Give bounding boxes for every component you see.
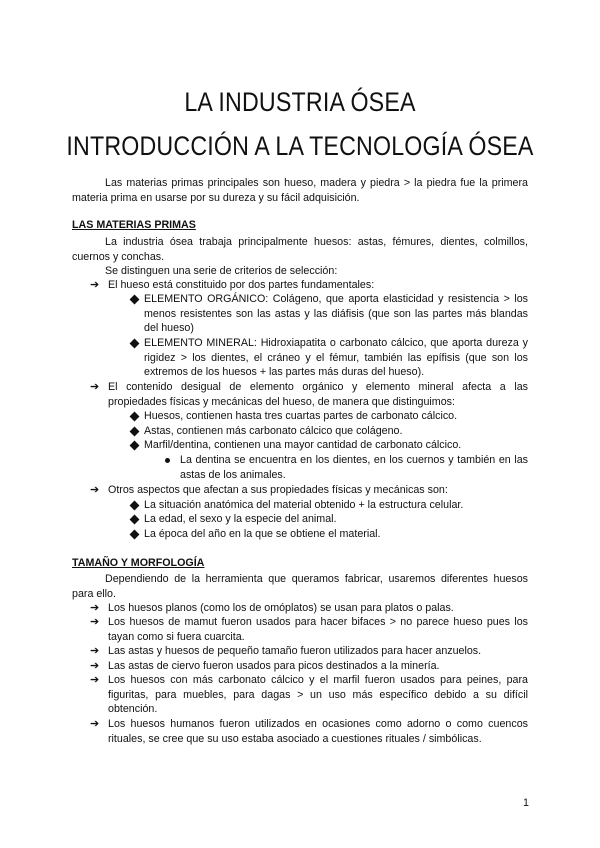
list-item: El hueso está constituido por dos partes fundamentales: — [108, 279, 375, 291]
materias-paragraph-2: Se distinguen una serie de criterios de selección: — [105, 265, 338, 277]
arrow-bullet-icon: ➔ — [90, 484, 100, 496]
tamano-paragraph-1: Dependiendo de la herramienta que queramos fabricar, usaremos diferentes huesos para ello. — [72, 573, 528, 600]
list-item: La época del año en la que se obtiene el material. — [144, 528, 381, 540]
arrow-bullet-icon: ➔ — [90, 674, 100, 686]
list-item: La dentina se encuentra en los dientes, en los cuernos y también en las astas de los animales. — [180, 454, 528, 481]
diamond-bullet-icon — [130, 295, 140, 305]
list-item: Marfil/dentina, contienen una mayor cantidad de carbonato cálcico. — [144, 439, 462, 451]
diamond-bullet-icon — [130, 412, 140, 422]
list-item: Los huesos con más carbonato cálcico y el marfil fueron usados para peines, para figuritas, para muebles, para dagas > un uso más específico debido a su difícil obtención. — [108, 674, 528, 716]
list-item: Las astas de ciervo fueron usados para picos destinados a la minería. — [108, 660, 440, 672]
diamond-bullet-icon — [130, 530, 140, 540]
diamond-bullet-icon — [130, 427, 140, 437]
title-line-1: LA INDUSTRIA ÓSEA — [184, 87, 416, 117]
arrow-bullet-icon: ➔ — [90, 616, 100, 628]
section-heading-materias: LAS MATERIAS PRIMAS — [72, 219, 196, 231]
page-number: 1 — [523, 797, 529, 809]
list-item: La situación anatómica del material obtenido + la estructura celular. — [144, 499, 464, 511]
list-item: ELEMENTO ORGÁNICO: Colágeno, que aporta elasticidad y resistencia > los menos resistentes son las astas y las diáfisis (que son las partes más blandas del hueso) — [144, 293, 528, 335]
section-heading-tamano: TAMAÑO Y MORFOLOGÍA — [72, 557, 205, 569]
dot-bullet-icon — [165, 458, 170, 463]
list-item: Astas, contienen más carbonato cálcico que colágeno. — [144, 425, 403, 437]
list-item: La edad, el sexo y la especie del animal. — [144, 513, 337, 525]
arrow-bullet-icon: ➔ — [90, 645, 100, 657]
diamond-bullet-icon — [130, 339, 140, 349]
list-item: Otros aspectos que afectan a sus propiedades físicas y mecánicas son: — [108, 484, 448, 496]
list-item: Los huesos de mamut fueron usados para hacer bifaces > no parece hueso pues los tayan como si fuera cuarcita. — [108, 616, 528, 643]
list-item: Los huesos planos (como los de omóplatos) se usan para platos o palas. — [108, 602, 454, 614]
list-item: Las astas y huesos de pequeño tamaño fueron utilizados para hacer anzuelos. — [108, 645, 482, 657]
arrow-bullet-icon: ➔ — [90, 660, 100, 672]
diamond-bullet-icon — [130, 515, 140, 525]
diamond-bullet-icon — [130, 501, 140, 511]
list-item: Huesos, contienen hasta tres cuartas partes de carbonato cálcico. — [144, 410, 458, 422]
arrow-bullet-icon: ➔ — [90, 381, 100, 393]
list-item: ELEMENTO MINERAL: Hidroxiapatita o carbonato cálcico, que aporta dureza y rigidez > los dientes, el cráneo y el fémur, también las epífisis (que son los extremos de los huesos + las partes más duras del hueso). — [144, 337, 528, 379]
list-item: Los huesos humanos fueron utilizados en ocasiones como adorno o como cuencos rituales, se cree que su uso estaba asociado a cuestiones rituales / simbólicas. — [108, 718, 528, 745]
arrow-bullet-icon: ➔ — [90, 602, 100, 614]
arrow-bullet-icon: ➔ — [90, 718, 100, 730]
intro-paragraph: Las materias primas principales son hueso, madera y piedra > la piedra fue la primera materia prima en usarse por su dureza y su fácil adquisición. — [72, 177, 528, 204]
arrow-bullet-icon: ➔ — [90, 279, 100, 291]
title-line-2: INTRODUCCIÓN A LA TECNOLOGÍA ÓSEA — [66, 131, 534, 161]
list-item: El contenido desigual de elemento orgánico y elemento mineral afecta a las propiedades físicas y mecánicas del hueso, de manera que distinguimos: — [108, 381, 528, 408]
materias-paragraph-1: La industria ósea trabaja principalmente huesos: astas, fémures, dientes, colmillos, cuernos y conchas. — [72, 236, 528, 263]
diamond-bullet-icon — [130, 441, 140, 451]
